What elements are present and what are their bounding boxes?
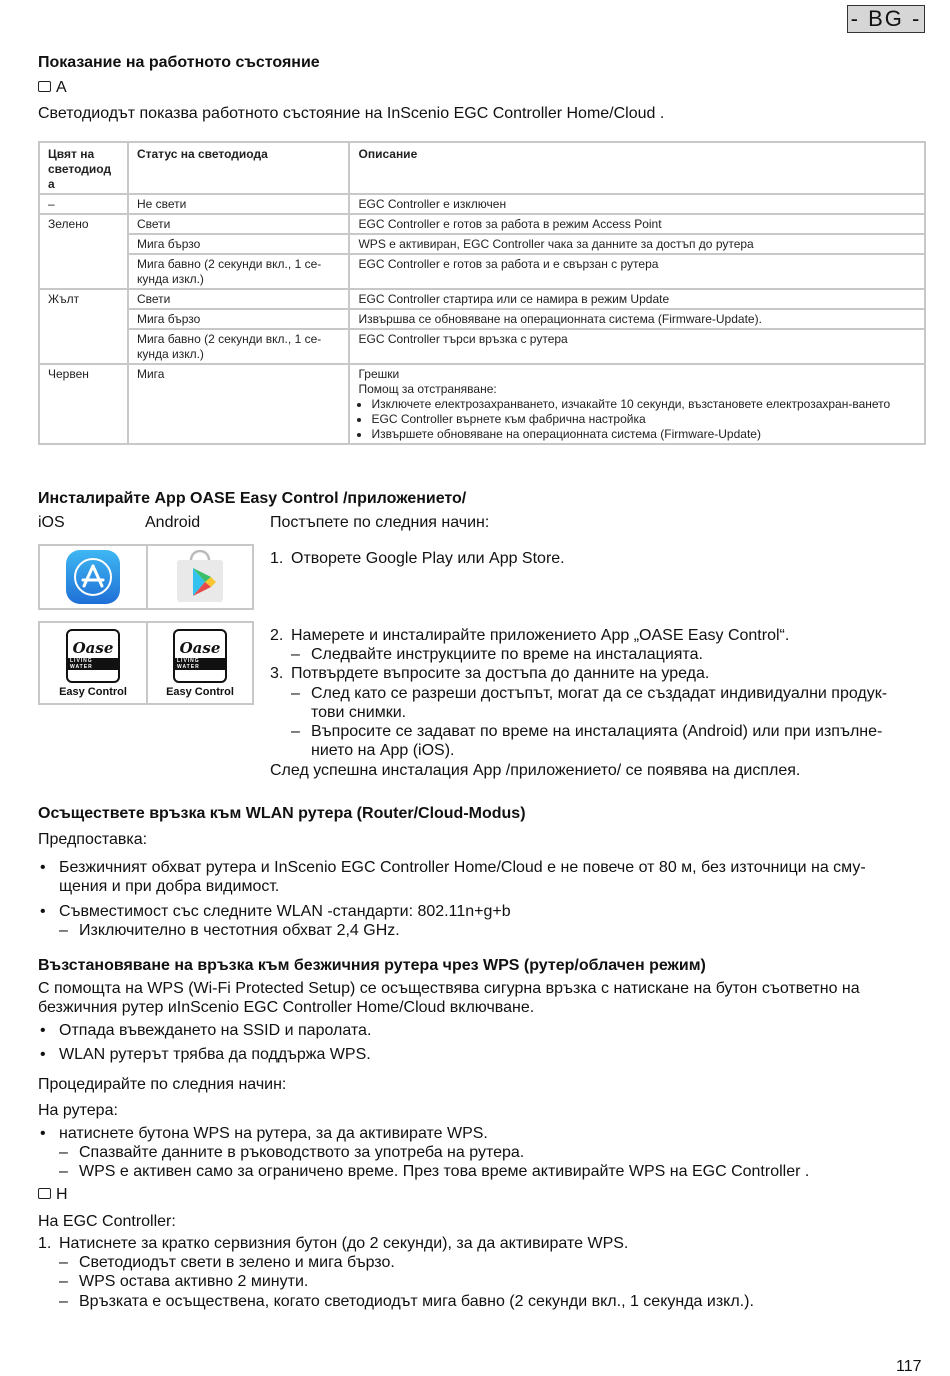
figure-ref-h bbox=[38, 1186, 68, 1204]
cell-color bbox=[39, 254, 128, 289]
oase-logo-icon: Oase LIVING WATER bbox=[66, 629, 120, 683]
oase-logo-icon: Oase LIVING WATER bbox=[173, 629, 227, 683]
section-intro: Светодиодът показва работното състояние на InScenio EGC Controller Home/Cloud . bbox=[38, 105, 665, 122]
cell-color: Жълт bbox=[39, 289, 128, 309]
cell-status: Мига bbox=[128, 364, 350, 444]
table-row bbox=[39, 329, 925, 364]
wps-paragraph-1-cont: безжичния рутер иInScenio EGC Controller Home/Cloud включване. bbox=[38, 999, 535, 1016]
app-store-icon bbox=[66, 550, 120, 604]
header-description: Описание bbox=[349, 142, 925, 194]
section-title-install-app: Инсталирайте App OASE Easy Control /приложението/ bbox=[38, 490, 467, 507]
table-row bbox=[39, 214, 925, 234]
wps-router-label: На рутера: bbox=[38, 1102, 118, 1119]
cell-status: Свети bbox=[128, 214, 350, 234]
google-play-cell bbox=[146, 546, 252, 608]
easy-control-android-cell bbox=[146, 623, 252, 703]
cell-status: Не свети bbox=[128, 194, 350, 214]
table-row bbox=[39, 289, 925, 309]
store-icons-grid bbox=[38, 544, 254, 610]
cell-desc bbox=[349, 364, 925, 444]
google-play-icon bbox=[171, 550, 229, 604]
label-android: Android bbox=[145, 514, 201, 531]
wlan-precondition: Предпоставка: bbox=[38, 831, 148, 848]
cell-color: Зелено bbox=[39, 214, 128, 234]
table-row bbox=[39, 234, 925, 254]
wps-paragraph-1: С помощта на WPS (Wi-Fi Protected Setup) се осъществява сигурна връзка с натискане на бутон съответно на bbox=[38, 980, 860, 997]
table-header-row bbox=[39, 142, 925, 194]
language-badge: - BG - bbox=[847, 5, 925, 33]
cell-status: Мига бавно (2 секунди вкл., 1 се-кунда изкл.) bbox=[128, 254, 350, 289]
table-row bbox=[39, 254, 925, 289]
easy-control-icons-grid bbox=[38, 621, 254, 705]
install-step-3-sub-1-cont: тови снимки. bbox=[311, 704, 407, 721]
wps-proceed: Процедирайте по следния начин: bbox=[38, 1076, 287, 1093]
cell-desc: EGC Controller е изключен bbox=[349, 194, 925, 214]
cell-color: – bbox=[39, 194, 128, 214]
app-store-cell bbox=[40, 546, 146, 608]
table-row bbox=[39, 309, 925, 329]
cell-color bbox=[39, 234, 128, 254]
app-caption: Easy Control bbox=[166, 685, 234, 698]
cell-desc: EGC Controller търси връзка с рутера bbox=[349, 329, 925, 364]
error-help-label: Помощ за отстраняване: bbox=[358, 382, 497, 396]
app-caption: Easy Control bbox=[59, 685, 127, 698]
cell-desc: EGC Controller е готов за работа в режим Access Point bbox=[349, 214, 925, 234]
manual-page: - BG - Показание на работното състояние A Светодиодът показва работното състояние на InScenio EGC Controller Home/Cloud . Цвят на светодиод а Статус на светодиода Описание – Не свети EGC Controller е изключен Зелено Свети EGC Controller е готов за работа в режим Access Point Мига бързо WPS е активиран, EGC Controller чака за данните за достъп до рутера Мига бавно (2 секунди вкл., 1 се-кунда изкл.) EGC Controller е готов за работа и е свързан с рутера Жълт Свети EGC Controller стартира или се намира в режим Update Мига бързо Извършва се обновяване на операционната система (Firmware-Update). Мига бавно (2 секунди вкл., 1 се-кунда изкл.) EGC Controller търси връзка с рутера Червен Мига Грешки Помощ за отстраняване: • Изключете електрозахранването, изчакайте 10 секунди, възстановете електрозахран-ването • EGC Controller върнете към фабрична настройка • Извършете обновяване на операционната система (Firmware-Update) Инсталирайте App OASE Easy Control /приложението/ iOS Android Постъпете по следния начин: Oase LIVING WATER Easy Control Oase LIVING WATER Easy Control 1. Отворете Google Play или App Store. 2. Намерете и инсталирайте приложението App „OASE Easy Control“. – Следвайте инструкциите по време на инсталацията. 3. Потвърдете въпросите за достъпа до данните на уреда. – След като се разреши достъпът, могат да се създадат индивидуални продук- тови снимки. – Въпросите се задават по време на инсталацията (Android) или при изпълне- нието на App (iOS). След успешна инсталация App /приложението/ се появява на дисплея. Осъществете връзка към WLAN рутера (Router/Cloud-Modus) Предпоставка: • Безжичният обхват рутера и InScenio EGC Controller Home/Cloud е не повече от 80 м, без източници на сму- щения и при добра видимост. • Съвместимост със следните WLAN -стандарти: 802.11n+g+b – Изключително в честотния обхват 2,4 GHz. Възстановяване на връзка към безжичния рутера чрез WPS (рутер/облачен режим) С помощта на WPS (Wi-Fi Protected Setup) се осъществява сигурна връзка с натискане на бутон съответно на безжичния рутер иInScenio EGC Controller Home/Cloud включване. • Отпада въвеждането на SSID и паролата. • WLAN рутерът трябва да поддържа WPS. Процедирайте по следния начин: На рутера: • натиснете бутона WPS на рутера, за да активирате WPS. – Спазвайте данните в ръководството за употреба на рутера. – WPS е активен само за ограничено време. През това време активирайте WPS на EGC Controller . H На EGC Controller: 1. Натиснете за кратко сервизния бутон (до 2 секунди), за да активирате WPS. – Светодиодът свети в зелено и мига бързо. – WPS остава активно 2 минути. – Връзката е осъществена, когато светодиодът мига бавно (2 секунди вкл., 1 секунда изкл.). 117 bbox=[0, 0, 950, 1374]
cell-status: Свети bbox=[128, 289, 350, 309]
cell-status: Мига бързо bbox=[128, 234, 350, 254]
figure-ref-icon bbox=[38, 1188, 51, 1199]
table-row bbox=[39, 194, 925, 214]
cell-desc: EGC Controller е готов за работа и е свързан с рутера bbox=[349, 254, 925, 289]
install-step-3-sub-2-cont: нието на App (iOS). bbox=[311, 742, 455, 759]
header-led-color: Цвят на светодиод а bbox=[39, 142, 128, 194]
error-title: Грешки bbox=[358, 367, 400, 381]
figure-ref-label: A bbox=[56, 79, 67, 96]
wlan-bullet-1-cont: щения и при добра видимост. bbox=[59, 878, 280, 895]
list-item: • EGC Controller върнете към фабрична настройка bbox=[371, 412, 916, 427]
cell-color: Червен bbox=[39, 364, 128, 444]
cell-desc: EGC Controller стартира или се намира в режим Update bbox=[349, 289, 925, 309]
easy-control-ios-cell bbox=[40, 623, 146, 703]
section-title-wlan: Осъществете връзка към WLAN рутера (Router/Cloud-Modus) bbox=[38, 805, 526, 822]
header-led-status: Статус на светодиода bbox=[128, 142, 350, 194]
install-after: След успешна инсталация App /приложението/ се появява на дисплея. bbox=[270, 762, 801, 779]
figure-ref-label: H bbox=[56, 1186, 68, 1203]
list-item: • Изключете електрозахранването, изчакайте 10 секунди, възстановете електрозахран-ването bbox=[371, 397, 916, 412]
led-status-table bbox=[38, 141, 926, 445]
cell-status: Мига бързо bbox=[128, 309, 350, 329]
cell-desc: WPS е активиран, EGC Controller чака за данните за достъп до рутера bbox=[349, 234, 925, 254]
cell-color bbox=[39, 309, 128, 329]
section-title-operating-status: Показание на работното състояние bbox=[38, 54, 320, 71]
figure-ref-icon bbox=[38, 81, 51, 92]
list-item: • Извършете обновяване на операционната система (Firmware-Update) bbox=[371, 427, 916, 442]
table-row-error bbox=[39, 364, 925, 444]
label-ios: iOS bbox=[38, 514, 65, 531]
error-help-list bbox=[358, 397, 916, 442]
cell-desc: Извършва се обновяване на операционната система (Firmware-Update). bbox=[349, 309, 925, 329]
cell-status: Мига бавно (2 секунди вкл., 1 се-кунда изкл.) bbox=[128, 329, 350, 364]
install-lead: Постъпете по следния начин: bbox=[270, 514, 490, 531]
wps-egc-label: На EGC Controller: bbox=[38, 1213, 176, 1230]
section-title-wps: Възстановяване на връзка към безжичния рутера чрез WPS (рутер/облачен режим) bbox=[38, 957, 706, 974]
figure-ref-a bbox=[38, 79, 67, 97]
page-number: 117 bbox=[896, 1358, 922, 1375]
cell-color bbox=[39, 329, 128, 364]
